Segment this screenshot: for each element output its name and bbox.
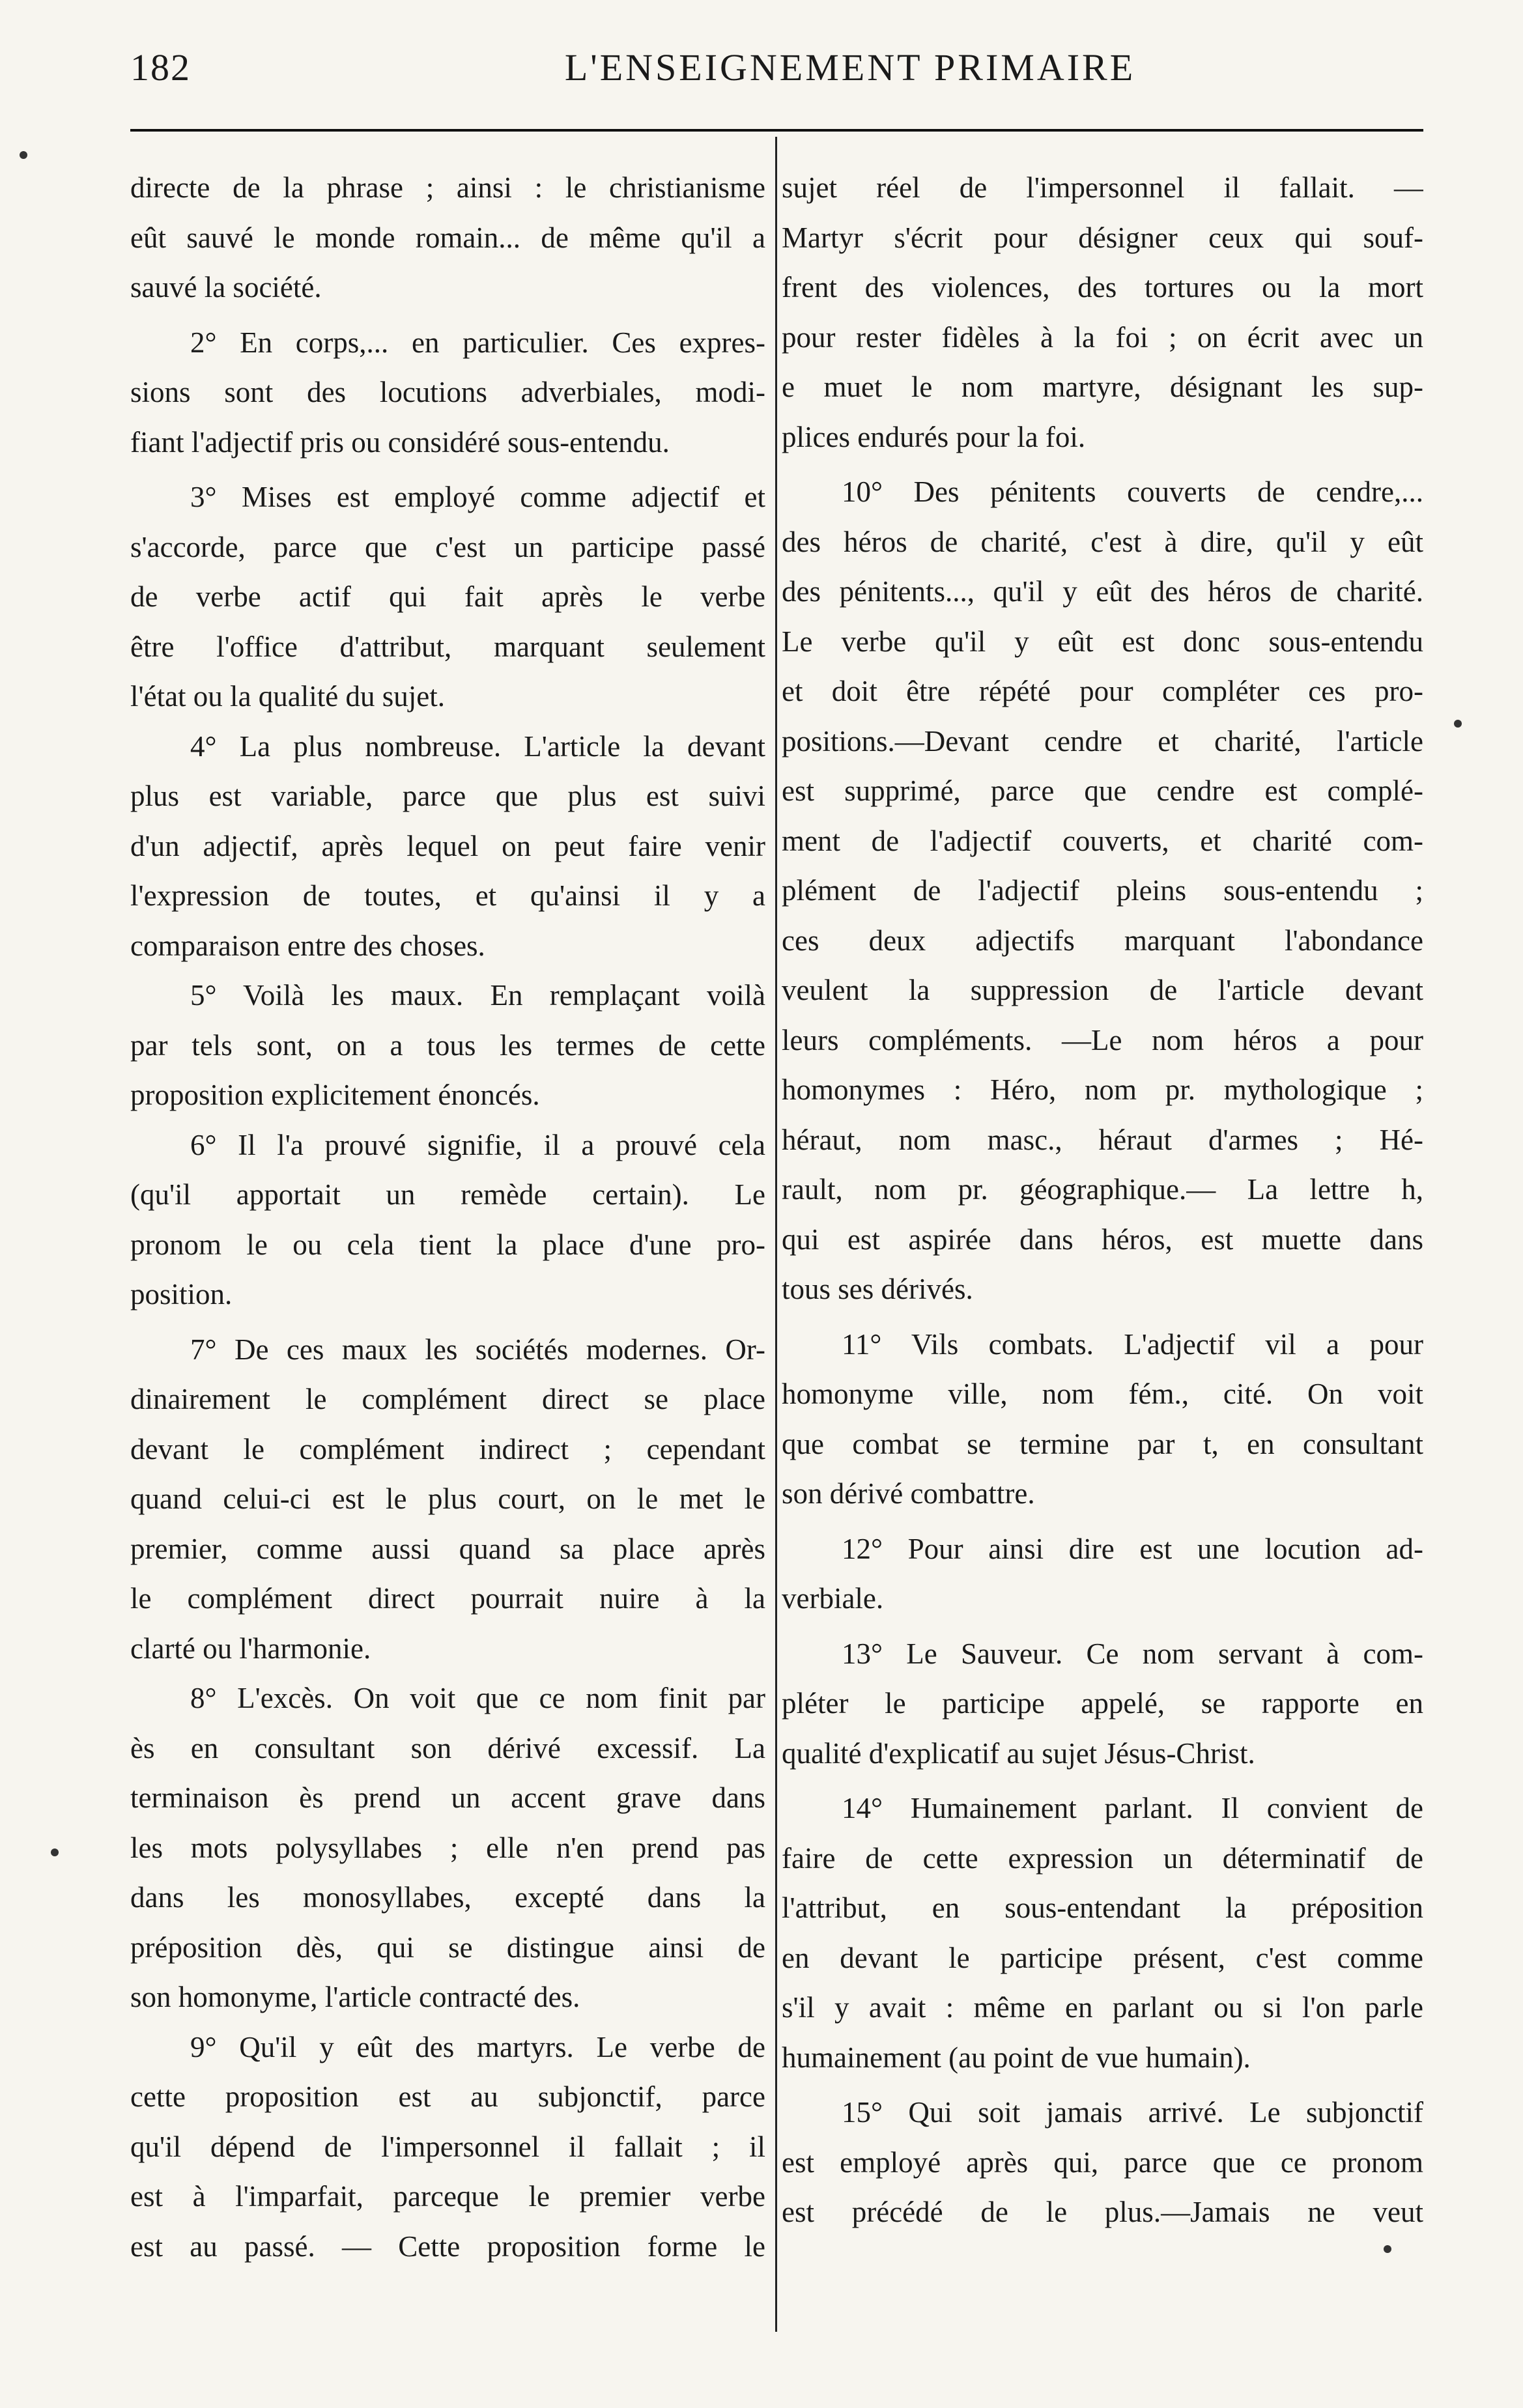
text-line: s'il y avait : même en parlant ou si l'on parle (782, 1991, 1423, 2024)
left-column (130, 163, 765, 2271)
text-line: est précédé de le plus.—Jamais ne veut (782, 2196, 1423, 2228)
text-line: de verbe actif qui fait après le verbe (130, 580, 765, 613)
text-line: 10° Des pénitents couverts de cendre,... (842, 475, 1423, 508)
text-line: les mots polysyllabes ; elle n'en prend pas (130, 1831, 765, 1864)
page-number: 182 (130, 46, 191, 89)
text-line: 4° La plus nombreuse. L'article la devant (190, 729, 765, 763)
column-divider (775, 137, 777, 2332)
running-title: L'ENSEIGNEMENT PRIMAIRE (564, 46, 1136, 89)
text-line: 7° De ces maux les sociétés modernes. Or- (190, 1333, 765, 1366)
text-line: faire de cette expression un déterminatif de (782, 1841, 1423, 1875)
text-line: 3° Mises est employé comme adjectif et (190, 481, 765, 513)
text-line: veulent la suppression de l'article devant (782, 974, 1423, 1006)
text-line: l'expression de toutes, et qu'ainsi il y a (130, 879, 765, 912)
header-rule (130, 129, 1423, 132)
text-line: devant le complément indirect ; cependant (130, 1432, 765, 1466)
text-line: l'attribut, en sous-entendant la préposition (782, 1891, 1423, 1924)
text-line: est employé après qui, parce que ce pronom (782, 2146, 1423, 2179)
text-line: 13° Le Sauveur. Ce nom servant à com- (842, 1637, 1423, 1670)
text-line: sauvé la société. (130, 271, 322, 304)
text-line: des héros de charité, c'est à dire, qu'il y eût (782, 525, 1423, 558)
text-line: 12° Pour ainsi dire est une locution ad- (842, 1532, 1423, 1565)
text-line: 9° Qu'il y eût des martyrs. Le verbe de (190, 2030, 765, 2063)
text-line: quand celui-ci est le plus court, on le met le (130, 1482, 765, 1515)
text-line: sujet réel de l'impersonnel il fallait. — (782, 171, 1423, 204)
text-line: que combat se termine par t, en consultant (782, 1427, 1423, 1460)
text-line: fiant l'adjectif pris ou considéré sous-entendu. (130, 425, 670, 459)
ink-speck (1454, 720, 1462, 728)
text-line: directe de la phrase ; ainsi : le christianisme (130, 171, 765, 204)
text-line: qu'il dépend de l'impersonnel il fallait ; il (130, 2130, 765, 2163)
text-line: pour rester fidèles à la foi ; on écrit avec un (782, 320, 1423, 354)
text-line: (qu'il apportait un remède certain). Le (130, 1178, 765, 1211)
text-line: 11° Vils combats. L'adjectif vil a pour (842, 1327, 1423, 1361)
text-line: est à l'imparfait, parceque le premier verbe (130, 2180, 765, 2213)
text-line: eût sauvé le monde romain... de même qu'il a (130, 221, 765, 254)
text-line: frent des violences, des tortures ou la mort (782, 271, 1423, 304)
text-line: Le verbe qu'il y eût est donc sous-entendu (782, 625, 1423, 658)
text-line: son homonyme, l'article contracté des. (130, 1981, 580, 2013)
text-line: pléter le participe appelé, se rapporte en (782, 1687, 1423, 1720)
text-line: positions.—Devant cendre et charité, l'article (782, 724, 1423, 758)
text-line: 5° Voilà les maux. En remplaçant voilà (190, 979, 765, 1012)
text-line: l'état ou la qualité du sujet. (130, 680, 445, 713)
ink-speck (51, 1848, 59, 1856)
text-line: cette proposition est au subjonctif, parce (130, 2080, 765, 2113)
text-line: son dérivé combattre. (782, 1477, 1035, 1510)
text-line: ment de l'adjectif couverts, et charité com- (782, 824, 1423, 857)
text-line: Martyr s'écrit pour désigner ceux qui souf- (782, 221, 1423, 254)
text-line: plus est variable, parce que plus est suivi (130, 780, 765, 812)
text-line: ès en consultant son dérivé excessif. La (130, 1731, 765, 1764)
text-line: par tels sont, on a tous les termes de cette (130, 1028, 765, 1062)
ink-speck (1384, 2245, 1391, 2253)
text-line: préposition dès, qui se distingue ainsi de (130, 1931, 765, 1964)
page-header (130, 46, 1427, 124)
text-line: qui est aspirée dans héros, est muette dans (782, 1223, 1423, 1256)
text-line: sions sont des locutions adverbiales, modi- (130, 376, 765, 408)
text-line: en devant le participe présent, c'est comme (782, 1941, 1423, 1974)
text-line: 14° Humainement parlant. Il convient de (842, 1792, 1423, 1824)
text-line: qualité d'explicatif au sujet Jésus-Christ. (782, 1736, 1255, 1770)
text-line: ces deux adjectifs marquant l'abondance (782, 924, 1423, 957)
text-line: d'un adjectif, après lequel on peut faire venir (130, 829, 765, 862)
text-line: héraut, nom masc., héraut d'armes ; Hé- (782, 1123, 1423, 1156)
text-line: 8° L'excès. On voit que ce nom finit par (190, 1682, 765, 1714)
text-line: est au passé. — Cette proposition forme le (130, 2230, 765, 2263)
text-line: verbiale. (782, 1582, 884, 1615)
text-line: et doit être répété pour compléter ces pro- (782, 675, 1423, 707)
text-line: plices endurés pour la foi. (782, 420, 1086, 453)
text-line: 2° En corps,... en particulier. Ces expres- (190, 326, 765, 359)
text-line: dinairement le complément direct se place (130, 1383, 765, 1415)
text-line: pronom le ou cela tient la place d'une pro- (130, 1228, 765, 1261)
text-line: est supprimé, parce que cendre est complé- (782, 774, 1423, 807)
text-line: terminaison ès prend un accent grave dans (130, 1781, 765, 1814)
text-line: premier, comme aussi quand sa place après (130, 1532, 765, 1565)
text-line: des pénitents..., qu'il y eût des héros de charité. (782, 575, 1423, 608)
text-line: 6° Il l'a prouvé signifie, il a prouvé cela (190, 1128, 765, 1161)
text-line: position. (130, 1278, 233, 1310)
text-line: tous ses dérivés. (782, 1273, 973, 1305)
text-line: le complément direct pourrait nuire à la (130, 1582, 765, 1615)
text-line: homonyme ville, nom fém., cité. On voit (782, 1378, 1423, 1410)
text-line: être l'office d'attribut, marquant seulement (130, 630, 765, 663)
right-column (782, 163, 1423, 2237)
text-line: 15° Qui soit jamais arrivé. Le subjonctif (842, 2096, 1423, 2129)
text-line: plément de l'adjectif pleins sous-entendu ; (782, 874, 1423, 907)
text-line: rault, nom pr. géographique.— La lettre h, (782, 1173, 1423, 1206)
text-line: leurs compléments. —Le nom héros a pour (782, 1023, 1423, 1056)
text-line: humainement (au point de vue humain). (782, 2041, 1251, 2074)
text-line: s'accorde, parce que c'est un participe passé (130, 530, 765, 563)
text-line: comparaison entre des choses. (130, 929, 485, 962)
text-line: clarté ou l'harmonie. (130, 1632, 371, 1665)
text-line: proposition explicitement énoncés. (130, 1079, 540, 1111)
ink-speck (20, 151, 27, 159)
text-line: homonymes : Héro, nom pr. mythologique ; (782, 1073, 1423, 1106)
text-line: dans les monosyllabes, excepté dans la (130, 1881, 765, 1914)
text-line: e muet le nom martyre, désignant les sup- (782, 371, 1423, 403)
